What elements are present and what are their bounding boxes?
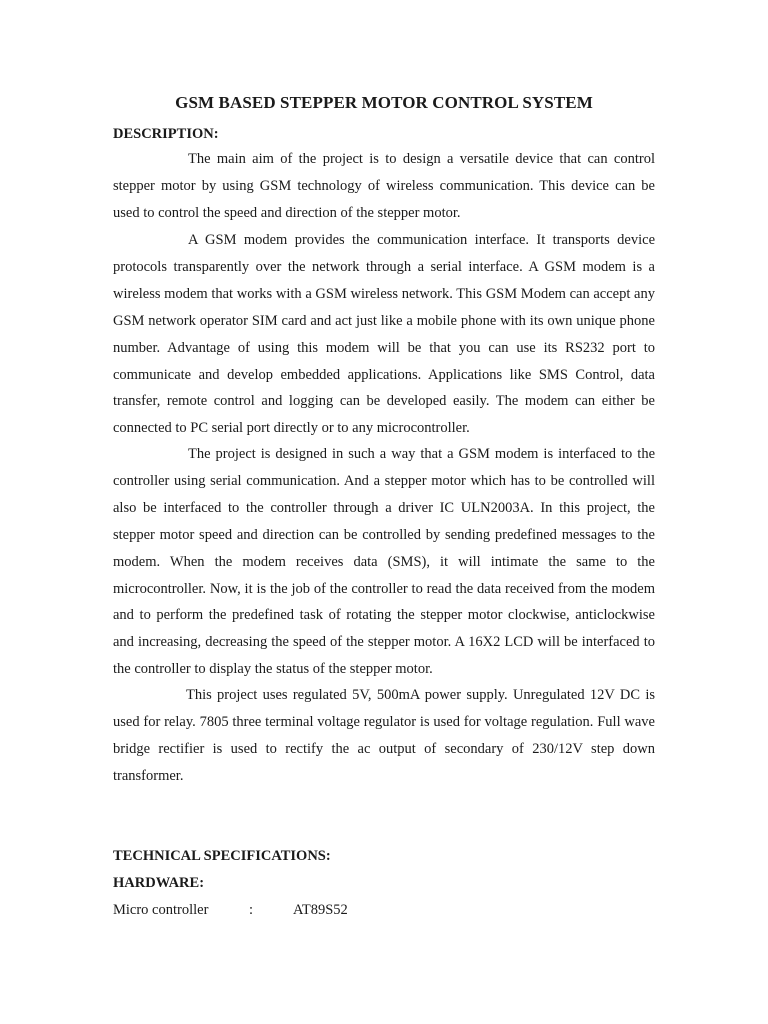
spec-value: AT89S52 [293, 902, 348, 918]
technical-specifications-heading: TECHNICAL SPECIFICATIONS: [113, 848, 331, 864]
spec-row-microcontroller [113, 900, 513, 920]
paragraph-power-supply: This project uses regulated 5V, 500mA power supply. Unregulated 12V DC is used for relay. 7805 three terminal voltage regulator is used for voltage regulation. Full wave bridge rectifier is used to rectify the ac output of secondary of 230/12V step down transformer. [113, 687, 655, 784]
document-title: GSM BASED STEPPER MOTOR CONTROL SYSTEM [175, 93, 593, 112]
paragraph-aim: The main aim of the project is to design a versatile device that can control stepper motor by using GSM technology of wireless communication. This device can be used to control the speed and direction of the stepper motor. [113, 151, 655, 221]
hardware-heading: HARDWARE: [113, 875, 205, 891]
description-heading: DESCRIPTION: [113, 126, 219, 142]
paragraph-project-design: The project is designed in such a way that a GSM modem is interfaced to the controller using serial communication. And a stepper motor which has to be controlled will also be interfaced to the controller through a driver IC ULN2003A. In this project, the stepper motor speed and direction can be controlled by sending predefined messages to the modem. When the modem receives data (SMS), it will intimate the same to the microcontroller. Now, it is the job of the controller to read the data received from the modem and to perform the predefined task of rotating the stepper motor clockwise, anticlockwise and increasing, decreasing the speed of the stepper motor. A 16X2 LCD will be interfaced to the controller to display the status of the stepper motor. [113, 446, 655, 678]
spec-separator: : [249, 902, 254, 918]
spec-label: Micro controller [113, 902, 209, 918]
paragraph-gsm-modem: A GSM modem provides the communication interface. It transports device protocols transparently over the network through a serial interface. A GSM modem is a wireless modem that works with a GSM wireless network. This GSM Modem can accept any GSM network operator SIM card and act just like a mobile phone with its own unique phone number. Advantage of using this modem will be that you can use its RS232 port to communicate and develop embedded applications. Applications like SMS Control, data transfer, remote control and logging can be developed easily. The modem can either be connected to PC serial port directly or to any microcontroller. [113, 232, 655, 437]
